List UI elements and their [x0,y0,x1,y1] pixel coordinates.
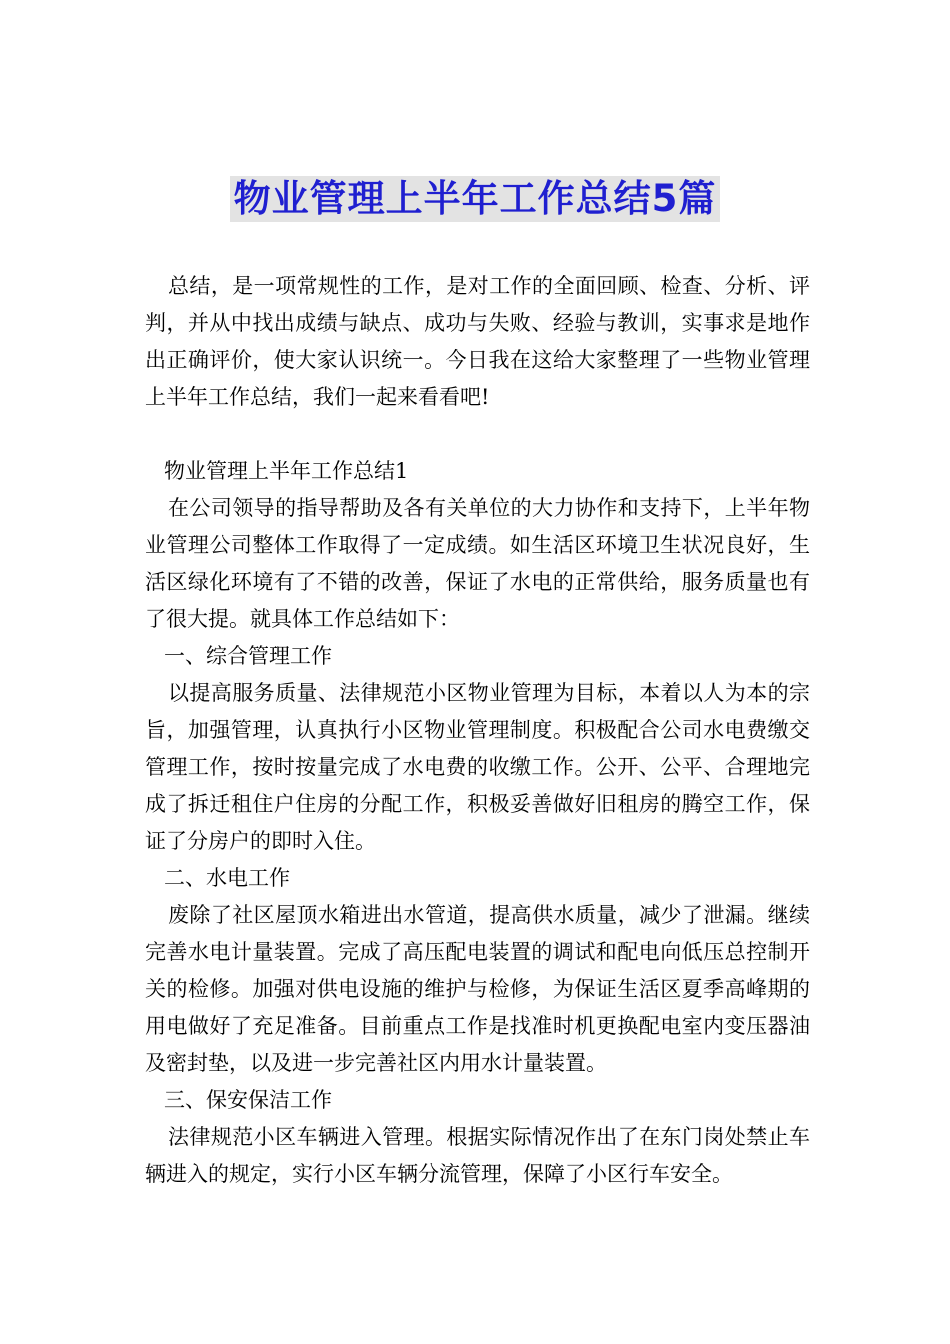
paragraph-1: 在公司领导的指导帮助及各有关单位的大力协作和支持下，上半年物业管理公司整体工作取得了一定成绩。如生活区环境卫生状况良好，生活区绿化环境有了不错的改善，保证了水电的正常供给，服务质量也有了很大提。就具体工作总结如下： [145,496,810,631]
paragraph-3: 废除了社区屋顶水箱进出水管道，提高供水质量，减少了泄漏。继续完善水电计量装置。完成了高压配电装置的调试和配电向低压总控制开关的检修。加强对供电设施的维护与检修，为保证生活区夏季高峰期的用电做好了充足准备。目前重点工作是找准时机更换配电室内变压器油及密封垫，以及进一步完善社区内用水计量装置。 [145,903,810,1075]
heading-1: 一、综合管理工作 [164,644,332,668]
document-body [145,268,810,1193]
section-title: 物业管理上半年工作总结1 [164,459,409,483]
document-title-text: 物业管理上半年工作总结5篇 [230,176,721,222]
intro-paragraph: 总结，是一项常规性的工作，是对工作的全面回顾、检查、分析、评判，并从中找出成绩与缺点、成功与失败、经验与教训，实事求是地作出正确评价，使大家认识统一。今日我在这给大家整理了一些物业管理上半年工作总结，我们一起来看看吧! [145,274,810,409]
document-title [0,176,950,229]
paragraph-2: 以提高服务质量、法律规范小区物业管理为目标，本着以人为本的宗旨，加强管理，认真执行小区物业管理制度。积极配合公司水电费缴交管理工作，按时按量完成了水电费的收缴工作。公开、公平、合理地完成了拆迁租住户住房的分配工作，积极妥善做好旧租房的腾空工作，保证了分房户的即时入住。 [145,681,810,853]
heading-3: 三、保安保洁工作 [164,1088,332,1112]
paragraph-4: 法律规范小区车辆进入管理。根据实际情况作出了在东门岗处禁止车辆进入的规定，实行小区车辆分流管理，保障了小区行车安全。 [145,1125,810,1186]
paragraph-gap [145,416,810,453]
heading-2: 二、水电工作 [164,866,290,890]
